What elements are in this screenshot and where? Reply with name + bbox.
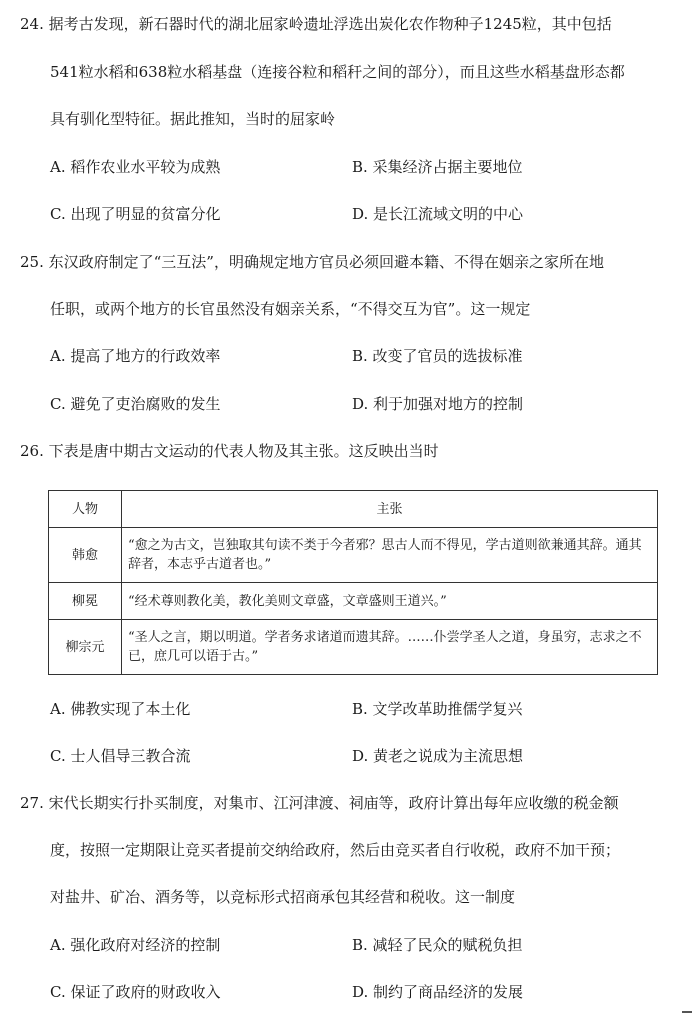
q25-option-c: C. 避免了吏治腐败的发生 [50,395,221,413]
page-edge-mark [682,1011,692,1013]
q27-option-a: A. 强化政府对经济的控制 [50,936,221,954]
q26-line-1: 26. 下表是唐中期古文运动的代表人物及其主张。这反映出当时 [20,442,439,460]
q27-option-d: D. 制约了商品经济的发展 [352,983,524,1001]
q24-option-a: A. 稻作农业水平较为成熟 [50,158,221,176]
q26-option-c: C. 士人倡导三教合流 [50,747,191,765]
q26-option-d: D. 黄老之说成为主流思想 [352,747,524,765]
q27-option-b: B. 减轻了民众的赋税负担 [352,936,523,954]
q27-option-c: C. 保证了政府的财政收入 [50,983,221,1001]
q24-option-b: B. 采集经济占据主要地位 [352,158,523,176]
q24-option-c: C. 出现了明显的贫富分化 [50,205,221,223]
q24-line-2: 541粒水稻和638粒水稻基盘（连接谷粒和稻秆之间的部分），而且这些水稻基盘形态都 [50,63,625,81]
q24-option-d: D. 是长江流域文明的中心 [352,205,524,223]
table-cell-text: “圣人之言，期以明道。学者务求诸道而遗其辞。……仆尝学圣人之道，身虽穷，志求之不已，庶几可以语于古。” [122,620,658,675]
q26-option-a: A. 佛教实现了本土化 [50,700,191,718]
table-cell-name: 韩愈 [49,528,122,583]
q25-option-d: D. 利于加强对地方的控制 [352,395,524,413]
table-row [49,528,658,583]
q27-line-3: 对盐井、矿冶、酒务等，以竞标形式招商承包其经营和税收。这一制度 [50,888,516,906]
q26-table [48,490,658,675]
table-row [49,583,658,620]
table-header-person: 人物 [49,491,122,528]
q25-option-b: B. 改变了官员的选拔标准 [352,347,523,365]
q25-option-a: A. 提高了地方的行政效率 [50,347,221,365]
q25-line-2: 任职，或两个地方的长官虽然没有姻亲关系，“不得交互为官”。这一规定 [50,300,531,318]
q24-line-3: 具有驯化型特征。据此推知，当时的屈家岭 [50,110,336,128]
table-cell-name: 柳宗元 [49,620,122,675]
q24-line-1: 24. 据考古发现，新石器时代的湖北屈家岭遗址浮选出炭化农作物种子1245粒，其中包括 [20,15,612,33]
table-cell-text: “经术尊则教化美，教化美则文章盛，文章盛则王道兴。” [122,583,658,620]
table-cell-name: 柳冕 [49,583,122,620]
table-header-row [49,491,658,528]
table-header-proposition: 主张 [122,491,658,528]
q27-line-2: 度，按照一定期限让竞买者提前交纳给政府，然后由竞买者自行收税，政府不加干预； [50,841,621,859]
q26-option-b: B. 文学改革助推儒学复兴 [352,700,523,718]
table-cell-text: “愈之为古文，岂独取其句读不类于今者邪？思古人而不得见，学古道则欲兼通其辞。通其辞者，本志乎古道者也。” [122,528,658,583]
q27-line-1: 27. 宋代长期实行扑买制度，对集市、江河津渡、祠庙等，政府计算出每年应收缴的税金额 [20,794,619,812]
q25-line-1: 25. 东汉政府制定了“三互法”，明确规定地方官员必须回避本籍、不得在姻亲之家所在地 [20,253,604,271]
table-row [49,620,658,675]
